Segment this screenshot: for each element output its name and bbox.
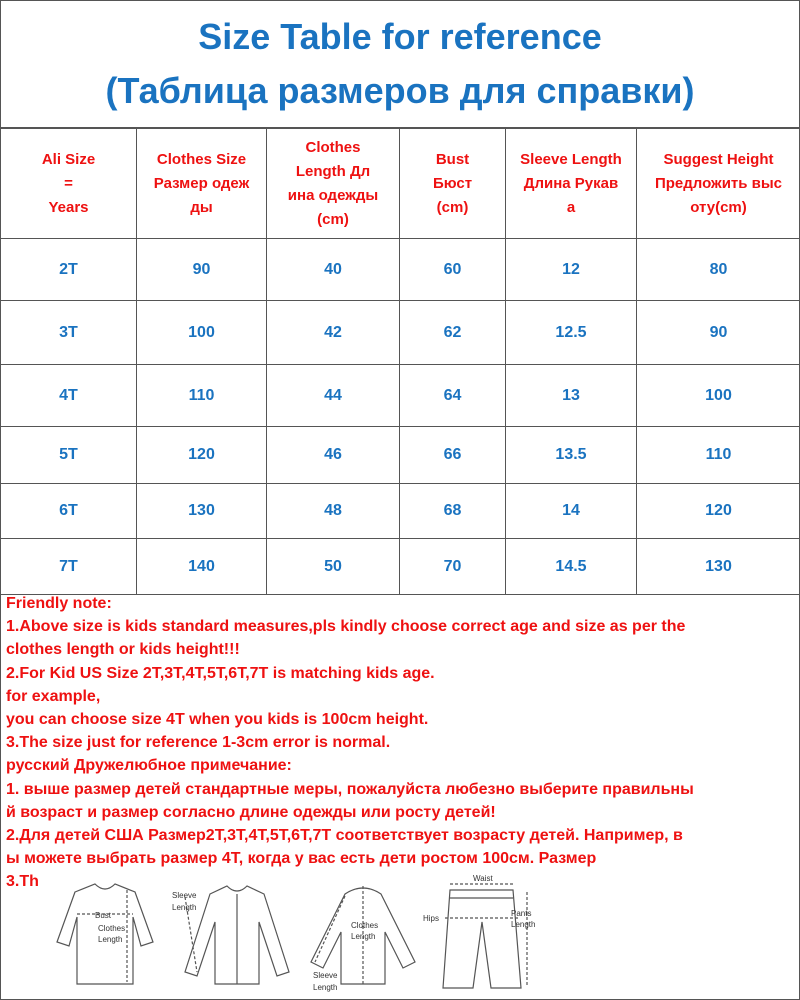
table-cell: 90 [137, 239, 267, 301]
table-cell: 130 [137, 484, 267, 539]
table-cell: 48 [267, 484, 400, 539]
table-cell: 100 [137, 301, 267, 365]
note-line: ы можете выбрать размер 4T, когда у вас есть дети ростом 100см. Размер [6, 850, 597, 868]
table-cell: 40 [267, 239, 400, 301]
note-line: 3.Th [6, 873, 39, 891]
sleeve-label-2: Sleeve [313, 971, 338, 980]
table-cell: 66 [400, 427, 506, 484]
table-cell: 110 [637, 427, 800, 484]
page-title [1, 0, 799, 128]
table-cell: 100 [637, 365, 800, 427]
header-bust: Bust Бюст (cm) [400, 129, 506, 239]
table-cell: 13 [506, 365, 637, 427]
note-line: Friendly note: [6, 595, 112, 612]
bust-label: Bust [95, 911, 112, 920]
table-cell: 7T [1, 539, 137, 595]
length-label-2: Length [351, 932, 376, 941]
header-suggest-height: Suggest Height Предложить выс оту(cm) [637, 129, 800, 239]
shirt-sleeve-icon [185, 886, 289, 984]
table-row [1, 301, 800, 365]
table-cell: 14.5 [506, 539, 637, 595]
table-cell: 90 [637, 301, 800, 365]
title-line-2: (Таблица размеров для справки) [105, 70, 695, 111]
note-line: 2.Для детей США Размер2T,3T,4T,5T,6T,7T соответствует возрасту детей. Например, в [6, 827, 683, 845]
shirt-front-icon [57, 884, 153, 984]
table-cell: 80 [637, 239, 800, 301]
table-cell: 130 [637, 539, 800, 595]
table-cell: 42 [267, 301, 400, 365]
header-ali-size: Ali Size = Years [1, 129, 137, 239]
table-cell: 120 [637, 484, 800, 539]
table-header-row [1, 129, 800, 239]
note-line: 1.Above size is kids standard measures,pls kindly choose correct age and size as per the [6, 618, 686, 636]
table-cell: 68 [400, 484, 506, 539]
table-row [1, 484, 800, 539]
table-row [1, 365, 800, 427]
table-cell: 13.5 [506, 427, 637, 484]
table-cell: 3T [1, 301, 137, 365]
table-body [1, 239, 800, 595]
clothes-label-1: Clothes [98, 924, 126, 933]
sleeve-length-label-2: Length [313, 983, 338, 992]
table-cell: 4T [1, 365, 137, 427]
table-cell: 60 [400, 239, 506, 301]
table-cell: 12.5 [506, 301, 637, 365]
note-line: for example, [6, 687, 101, 705]
clothes-label-2: Clothes [351, 921, 379, 930]
sleeve-length-label-1: Length [172, 903, 197, 912]
table-row [1, 427, 800, 484]
size-table [0, 128, 800, 595]
waist-label: Waist [473, 874, 493, 883]
pants-length-label: Length [511, 920, 536, 929]
table-cell: 44 [267, 365, 400, 427]
header-clothes-length: Clothes Length Дл ина одежды (cm) [267, 129, 400, 239]
pants-label: Pants [511, 909, 532, 918]
table-cell: 50 [267, 539, 400, 595]
note-line: you can choose size 4T when you kids is 100cm height. [6, 711, 429, 729]
table-cell: 70 [400, 539, 506, 595]
hips-label: Hips [423, 914, 440, 923]
table-row [1, 539, 800, 595]
table-cell: 46 [267, 427, 400, 484]
table-cell: 140 [137, 539, 267, 595]
length-label-1: Length [98, 935, 123, 944]
table-cell: 110 [137, 365, 267, 427]
note-line: 1. выше размер детей стандартные меры, пожалуйста любезно выберите правильны [6, 780, 694, 798]
table-cell: 5T [1, 427, 137, 484]
note-line: 2.For Kid US Size 2T,3T,4T,5T,6T,7T is matching kids age. [6, 664, 435, 682]
sleeve-label-1: Sleeve [172, 891, 197, 900]
table-cell: 12 [506, 239, 637, 301]
table-cell: 2T [1, 239, 137, 301]
table-cell: 14 [506, 484, 637, 539]
friendly-notes [6, 592, 794, 894]
measurement-diagram [45, 872, 550, 998]
header-sleeve-length: Sleeve Length Длина Рукав а [506, 129, 637, 239]
table-row [1, 239, 800, 301]
table-cell: 62 [400, 301, 506, 365]
note-line: 3.The size just for reference 1-3cm error is normal. [6, 734, 391, 752]
note-line: русский Дружелюбное примечание: [6, 757, 292, 775]
title-line-1: Size Table for reference [198, 16, 602, 57]
table-cell: 64 [400, 365, 506, 427]
note-line: й возраст и размер согласно длине одежды или росту детей! [6, 803, 496, 821]
table-cell: 6T [1, 484, 137, 539]
pants-icon [443, 884, 527, 988]
table-cell: 120 [137, 427, 267, 484]
header-clothes-size: Clothes Size Размер одеж ды [137, 129, 267, 239]
note-line: clothes length or kids height!!! [6, 641, 240, 659]
